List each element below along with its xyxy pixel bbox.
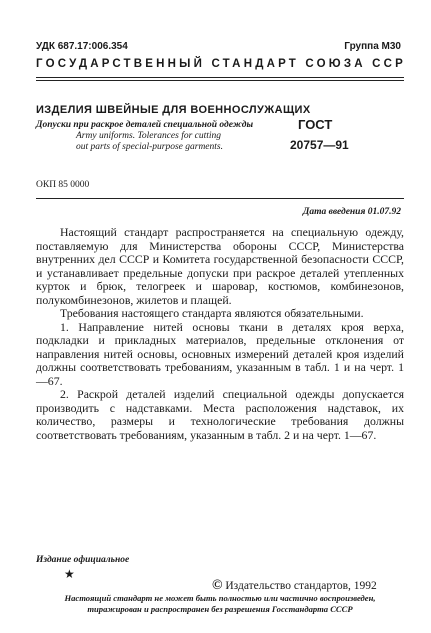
reproduction-notice-line-2: тиражирован и распространен без разрешения Госстандарта СССР [87, 604, 353, 614]
body-paragraph-3: 1. Направление нитей основы ткани в деталях кроя верха, подкладки и прикладных материалов, предельные отклонения от направления нитей основы, основных измерений деталей кроя изделий должны соответствовать требованиям, указанным в табл. 1 и на черт. 1—67. [36, 319, 404, 388]
product-title: ИЗДЕЛИЯ ШВЕЙНЫЕ ДЛЯ ВОЕННОСЛУЖАЩИХ [36, 104, 311, 116]
copyright-icon: © [212, 578, 223, 593]
udk-code: УДК 687.17:006.354 [36, 41, 128, 52]
body-paragraph-2: Требования настоящего стандарта являются обязательными. [60, 306, 364, 320]
reproduction-notice [36, 593, 404, 615]
group-code: Группа М30 [344, 41, 401, 52]
body-paragraph-1: Настоящий стандарт распространяется на специальную одежду, поставляемую для Министерства обороны СССР, Министерства внутренних дел СССР и Комитета государственной безопасности СССР, и устанавливает предельные допуски при раскрое деталей утепленных курток и брюк, телогреек и шаровар, костюмов, комбинезонов, полукомбинезонов, жилетов и плащей. [36, 225, 404, 307]
copyright-line [212, 578, 377, 594]
standard-title: ГОСУДАРСТВЕННЫЙ СТАНДАРТ СОЮЗА ССР [36, 58, 407, 70]
header-rule-thick [36, 77, 404, 78]
copyright-text: Издательство стандартов, 1992 [225, 580, 377, 592]
okp-code: ОКП 85 0000 [36, 180, 90, 190]
header-rule-thin [36, 80, 404, 81]
gost-label: ГОСТ [298, 117, 333, 132]
subtitle-russian: Допуски при раскрое деталей специальной одежды [36, 120, 254, 130]
subtitle-english [76, 131, 266, 153]
reproduction-notice-line-1: Настоящий стандарт не может быть полностью или частично воспроизведен, [64, 593, 376, 603]
gost-number: 20757—91 [290, 138, 349, 152]
subtitle-english-line-1: Army uniforms. Tolerances for cutting [76, 131, 222, 141]
document-body [36, 226, 404, 442]
okp-rule [36, 198, 404, 199]
subtitle-english-line-2: out parts of special-purpose garments. [76, 142, 223, 152]
official-edition-label: Издание официальное [36, 555, 130, 565]
body-paragraph-4: 2. Раскрой деталей изделий специальной одежды допускается производить с надставками. Места расположения надставок, их количество, размеры и технологические требования должны соответствовать требованиям, указанным в табл. 2 и на черт. 1—67. [36, 387, 404, 442]
star-icon: ★ [64, 567, 75, 581]
effective-date: Дата введения 01.07.92 [302, 207, 401, 217]
